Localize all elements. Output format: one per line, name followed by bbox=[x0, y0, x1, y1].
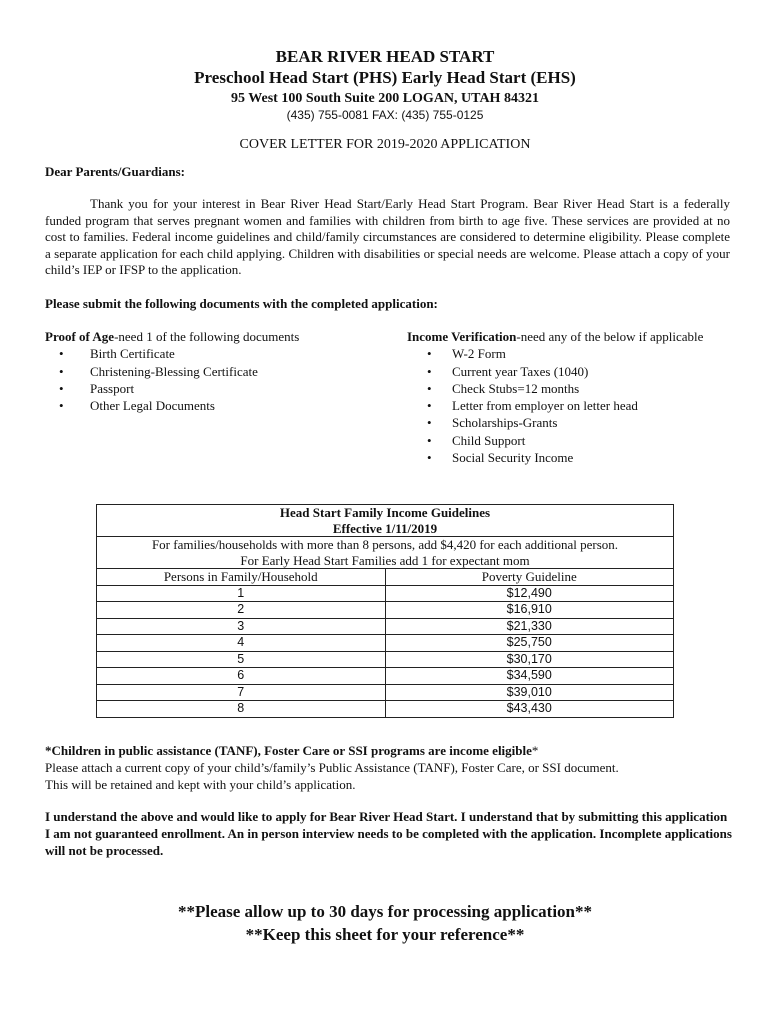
persons-cell: 7 bbox=[97, 684, 386, 701]
submit-heading: Please submit the following documents with the completed application: bbox=[45, 296, 438, 311]
list-item: • Social Security Income bbox=[407, 449, 737, 466]
intro-paragraph bbox=[45, 196, 730, 279]
eligibility-bold: *Children in public assistance (TANF), Foster Care or SSI programs are income eligible bbox=[45, 743, 532, 758]
table-title: Head Start Family Income Guidelines bbox=[279, 505, 491, 520]
eligibility-line-2: Please attach a current copy of your child’s/family’s Public Assistance (TANF), Foster Care, or SSI document. bbox=[45, 760, 619, 775]
list-item: • Child Support bbox=[407, 432, 737, 449]
list-item: • Check Stubs=12 months bbox=[407, 380, 737, 397]
org-name: BEAR RIVER HEAD START bbox=[275, 47, 495, 66]
proof-of-age-section bbox=[45, 328, 375, 414]
guideline-cell: $39,010 bbox=[385, 684, 674, 701]
table-note-2: For Early Head Start Families add 1 for expectant mom bbox=[97, 553, 674, 569]
guideline-cell: $16,910 bbox=[385, 602, 674, 619]
processing-notice: **Please allow up to 30 days for processing application** bbox=[177, 902, 592, 921]
persons-cell: 2 bbox=[97, 602, 386, 619]
proof-of-age-heading bbox=[45, 328, 375, 345]
table-column-header-row bbox=[97, 569, 674, 586]
eligibility-line-1 bbox=[45, 742, 735, 759]
guideline-cell: $21,330 bbox=[385, 618, 674, 635]
guideline-cell: $12,490 bbox=[385, 585, 674, 602]
address: 95 West 100 South Suite 200 LOGAN, UTAH 84321 bbox=[231, 91, 539, 106]
intro-text: Thank you for your interest in Bear River Head Start/Early Head Start Program. Bear River Head Start is a federally funded program that serves pregnant women and families with children from birth to age five. These services are provided at no cost to families. Federal income guidelines and child/family circumstances are considered to determine eligibility. Please complete a separate application for each child applying. Children with disabilities or special needs are welcome. Please attach a copy of your child’s IEP or IFSP to the application. bbox=[45, 196, 730, 277]
understand-statement: I understand the above and would like to apply for Bear River Head Start. I understand that by submitting this application I am not guaranteed enrollment. An in person interview needs to be completed with the application. Incomplete applications will not be processed. bbox=[45, 809, 732, 858]
list-item: • Passport bbox=[45, 380, 375, 397]
table-header-row bbox=[97, 505, 674, 537]
income-verification-section bbox=[407, 328, 737, 466]
list-item: • W-2 Form bbox=[407, 345, 737, 362]
persons-cell: 5 bbox=[97, 651, 386, 668]
income-verification-heading bbox=[407, 328, 737, 345]
list-item: • Letter from employer on letter head bbox=[407, 397, 737, 414]
guideline-cell: $43,430 bbox=[385, 701, 674, 718]
keep-sheet-notice: **Keep this sheet for your reference** bbox=[245, 925, 525, 944]
proof-of-age-list bbox=[45, 345, 375, 414]
programs-title: Preschool Head Start (PHS) Early Head Start (EHS) bbox=[194, 68, 576, 87]
persons-cell: 1 bbox=[97, 585, 386, 602]
col-header-guideline: Poverty Guideline bbox=[385, 569, 674, 586]
income-guidelines-table bbox=[96, 504, 674, 718]
list-item: • Birth Certificate bbox=[45, 345, 375, 362]
list-item: • Other Legal Documents bbox=[45, 397, 375, 414]
table-effective-date: Effective 1/11/2019 bbox=[332, 520, 438, 536]
table-title-cell bbox=[97, 505, 674, 537]
eligibility-line-3: This will be retained and kept with your child’s application. bbox=[45, 777, 356, 792]
persons-cell: 3 bbox=[97, 618, 386, 635]
salutation: Dear Parents/Guardians: bbox=[45, 164, 185, 179]
table-row bbox=[97, 585, 674, 602]
table-row bbox=[97, 651, 674, 668]
eligibility-star: * bbox=[531, 743, 539, 758]
persons-cell: 6 bbox=[97, 668, 386, 685]
proof-of-age-subtitle: -need 1 of the following documents bbox=[114, 329, 300, 344]
guideline-cell: $30,170 bbox=[385, 651, 674, 668]
phone-fax: (435) 755-0081 FAX: (435) 755-0125 bbox=[286, 108, 484, 122]
col-header-persons: Persons in Family/Household bbox=[97, 569, 386, 586]
table-row bbox=[97, 635, 674, 652]
table-row bbox=[97, 684, 674, 701]
list-item: • Scholarships-Grants bbox=[407, 414, 737, 431]
table-row bbox=[97, 668, 674, 685]
table-note-row bbox=[97, 537, 674, 553]
list-item: • Current year Taxes (1040) bbox=[407, 363, 737, 380]
table-note-row bbox=[97, 553, 674, 569]
income-verification-list bbox=[407, 345, 737, 466]
eligibility-note bbox=[45, 742, 735, 793]
guideline-cell: $34,590 bbox=[385, 668, 674, 685]
letter-subject: COVER LETTER FOR 2019-2020 APPLICATION bbox=[239, 137, 531, 152]
proof-of-age-title: Proof of Age bbox=[45, 329, 115, 344]
income-verification-subtitle: -need any of the below if applicable bbox=[516, 329, 704, 344]
table-row bbox=[97, 618, 674, 635]
table-row bbox=[97, 602, 674, 619]
income-verification-title: Income Verification bbox=[407, 329, 517, 344]
guideline-cell: $25,750 bbox=[385, 635, 674, 652]
persons-cell: 8 bbox=[97, 701, 386, 718]
list-item: • Christening-Blessing Certificate bbox=[45, 363, 375, 380]
table-note-1: For families/households with more than 8 persons, add $4,420 for each additional person. bbox=[97, 537, 674, 553]
persons-cell: 4 bbox=[97, 635, 386, 652]
table-row bbox=[97, 701, 674, 718]
